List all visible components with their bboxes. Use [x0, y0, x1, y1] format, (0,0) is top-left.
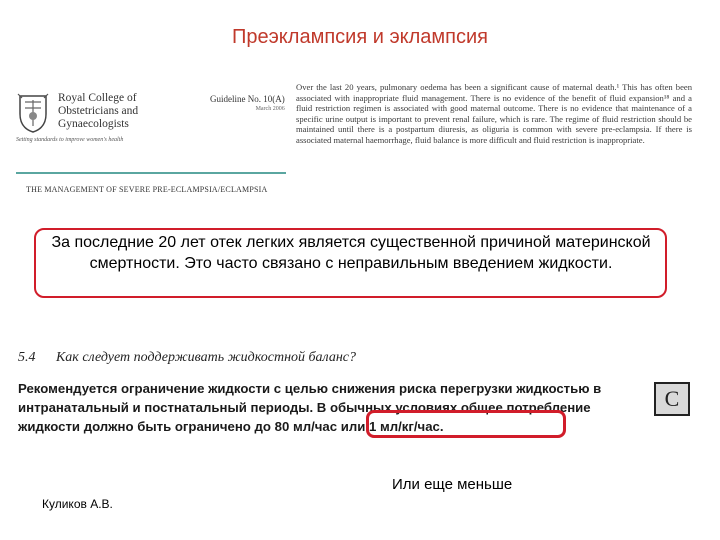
rcog-tagline: Setting standards to improve women's health	[16, 137, 124, 143]
guideline-number	[210, 94, 285, 114]
note-text: Или еще меньше	[392, 476, 513, 493]
callout-text: За последние 20 лет отек легких является существенной причиной материнской смертности. Это часто связано с неправильным введением жидкости.	[51, 234, 651, 272]
recommendation-text: Рекомендуется ограничение жидкости с целью снижения риска перегрузки жидкостью в интранатальный и постнатальный периоды. В обычных условиях общее потребление жидкости должно быть ограничено до 80 мл/час или 1 мл/кг/час.	[18, 381, 602, 434]
rcog-org-line2: Obstetricians and	[58, 105, 139, 117]
section-question: Как следует поддерживать жидкостной баланс?	[56, 350, 356, 365]
author-footer: Куликов А.В.	[42, 497, 113, 511]
section-number: 5.4	[18, 350, 36, 365]
rcog-crest-icon	[16, 92, 50, 134]
rcog-org-line3: Gynaecologists	[58, 118, 129, 130]
rcog-org-line1: Royal College of	[58, 92, 137, 104]
evidence-grade-badge: C	[654, 382, 690, 416]
rcog-org-name	[58, 92, 138, 131]
header-divider	[16, 172, 286, 174]
guideline-excerpt: Over the last 20 years, pulmonary oedema has been a significant cause of maternal death.¹ This has often been associated with inappropriate fluid management. There is no evidence of the benefit of fluid expansion¹⁸ and a fluid restriction regimen is associated with good maternal outcome. There is no evidence that maintenance of a specific urine output is important to prevent renal failure, which is rare. The regime of fluid restriction should be maintained until there is a postpartum diuresis, as oliguria is common with severe pre-eclampsia. If there is associated maternal haemorrhage, fluid balance is more difficult and fluid restriction is inappropriate.	[296, 82, 692, 145]
guideline-number-text: Guideline No. 10(A)	[210, 94, 285, 104]
management-title: THE MANAGEMENT OF SEVERE PRE-ECLAMPSIA/ECLAMPSIA	[26, 185, 268, 194]
guideline-date: March 2006	[255, 106, 285, 112]
dose-highlight-box	[366, 410, 566, 438]
slide-title: Преэклампсия и эклампсия	[231, 26, 488, 48]
